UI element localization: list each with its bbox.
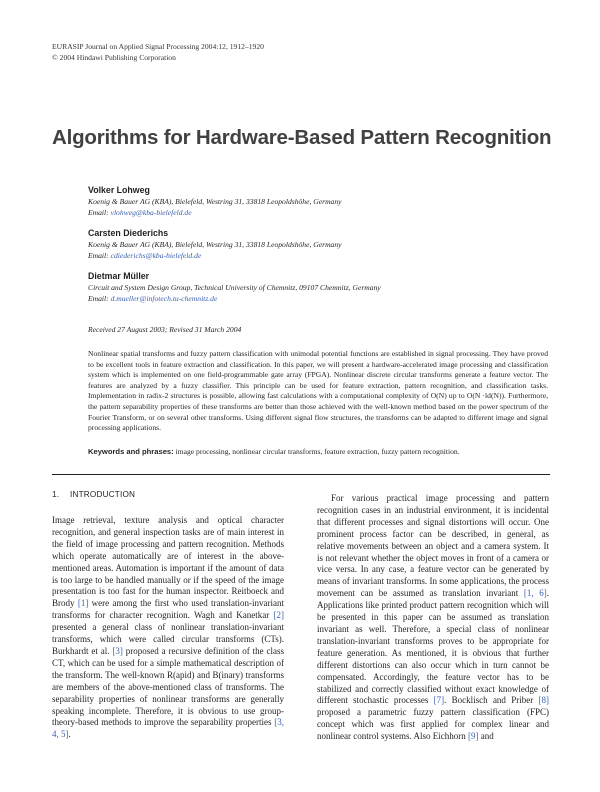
text-run: Image retrieval, texture analysis and optical character recognition, and general inspection tasks are of main interest in the field of image processing and pattern recognition. Methods which operate automatically are of interest in the above-mentioned areas. Automation is important if the amount of data is too large to be handled manually or if the speed of the image presentation is too fast for the human inspector. Reitboeck and Brody bbox=[52, 515, 284, 609]
section-number: 1. bbox=[52, 490, 60, 499]
text-run: proposed a recursive definition of the class CT, which can be used for a simple mathematical description of the transform. The well-known R(apid) and B(inary) transforms are members of the above-mentioned class of transforms. The separability properties of nonlinear transforms are generally speaking incomplete. Therefore, it is obvious to use group-theory-based methods to improve the separability properties bbox=[52, 645, 285, 728]
author-affiliation: Koenig & Bauer AG (KBA), Bielefeld, Westring 31, 33818 Leopoldshöhe, Germany bbox=[88, 240, 342, 249]
citation-link[interactable]: [3] bbox=[112, 645, 123, 656]
citation-link[interactable]: [9] bbox=[467, 731, 479, 742]
citation-link[interactable]: [3, 4, 5] bbox=[52, 717, 284, 740]
email-label: Email: bbox=[88, 207, 109, 217]
citation-link[interactable]: [7] bbox=[433, 695, 445, 706]
paper-title: Algorithms for Hardware-Based Pattern Recognition bbox=[52, 126, 552, 149]
citation-link[interactable]: [8] bbox=[538, 695, 549, 706]
author-name: Carsten Diederichs bbox=[88, 228, 169, 238]
keywords-label: Keywords and phrases: bbox=[88, 447, 174, 456]
text-run: . bbox=[68, 729, 71, 740]
email-link[interactable]: d.mueller@infotech.tu-chemnitz.de bbox=[110, 293, 218, 303]
citation-link[interactable]: [1, 6] bbox=[523, 588, 547, 599]
copyright-line: © 2004 Hindawi Publishing Corporation bbox=[52, 53, 176, 62]
journal-header bbox=[52, 41, 264, 63]
author-block bbox=[88, 270, 558, 304]
citation-link[interactable]: [2] bbox=[273, 610, 284, 621]
keywords-list: image processing, nonlinear circular transforms, feature extraction, fuzzy pattern recognition. bbox=[175, 447, 460, 456]
abstract: Nonlinear spatial transforms and fuzzy pattern classification with unimodal potential functions are established in signal processing. They have proved to be excellent tools in feature extraction and classification. In this paper, we will present a hardware-accelerated image processing and classification system which is implemented on one field-programmable gate array (FPGA). Nonlinear discrete circular transforms generate a feature vector. The features are analyzed by a fuzzy classifier. This principle can be used for feature extraction, pattern recognition, and classification tasks. Implementation in radix-2 structures is possible, allowing fast calculations with a computational complexity of O(N) up to O(N ·ld(N)). Furthermore, the pattern separability properties of these transforms are better than those achieved with the well-known method based on the power spectrum of the Fourier Transform, or on several other transforms. Using different signal flow structures, the transforms can be adapted to different image and signal processing applications. bbox=[88, 349, 548, 433]
keywords bbox=[88, 447, 548, 458]
section-heading bbox=[52, 490, 135, 499]
text-run: proposed a parametric fuzzy pattern classification (FPC) concept which was first applied for complex linear and nonlinear control systems. Also Eichhorn bbox=[317, 707, 549, 742]
author-affiliation: Koenig & Bauer AG (KBA), Bielefeld, Westring 31, 33818 Leopoldshöhe, Germany bbox=[88, 197, 342, 206]
body-column-left bbox=[52, 515, 284, 741]
email-label: Email: bbox=[88, 250, 109, 260]
text-run: and bbox=[478, 731, 494, 742]
text-run: For various practical image processing and pattern recognition cases in an industrial environment, it is incidental that different processes and signal distortions will occur. One prominent process factor can be described, in general, as relative movements between an object and a camera system. It is not relevant whether the object moves in front of a camera or vice versa. In any case, a feature vector can be generated by means of invariant transforms. In some applications, the process movement can be assumed as translation invariant bbox=[317, 493, 549, 599]
author-list bbox=[88, 184, 558, 313]
author-email-line bbox=[88, 251, 558, 262]
journal-line: EURASIP Journal on Applied Signal Processing 2004:12, 1912–1920 bbox=[52, 42, 264, 51]
text-run: presented a general class of nonlinear translation-invariant transforms, which were called circular transforms (CTs). Burkhardt et al. bbox=[52, 622, 284, 656]
citation-link[interactable]: [1] bbox=[77, 598, 89, 609]
text-run: were among the first who used translation-invariant transforms for character recognition. Wagh and Kanetkar bbox=[52, 598, 285, 621]
author-email-line bbox=[88, 208, 558, 219]
author-block bbox=[88, 184, 558, 218]
received-dates: Received 27 August 2003; Revised 31 March 2004 bbox=[88, 325, 242, 334]
text-run: . Bocklisch and Priber bbox=[444, 695, 539, 706]
author-email-line bbox=[88, 294, 558, 305]
section-divider bbox=[52, 474, 550, 475]
section-title: INTRODUCTION bbox=[70, 490, 136, 499]
paragraph bbox=[52, 515, 284, 741]
author-block bbox=[88, 227, 558, 261]
email-link[interactable]: cdiederichs@kba-bielefeld.de bbox=[110, 250, 202, 260]
paragraph bbox=[317, 493, 549, 743]
author-name: Dietmar Müller bbox=[88, 271, 150, 281]
author-affiliation: Circuit and System Design Group, Technical University of Chemnitz, 09107 Chemnitz, Germany bbox=[88, 283, 381, 292]
author-name: Volker Lohweg bbox=[88, 185, 150, 195]
email-label: Email: bbox=[88, 293, 109, 303]
email-link[interactable]: vlohweg@kba-bielefeld.de bbox=[110, 207, 192, 217]
body-column-right bbox=[317, 493, 549, 743]
text-run: . Applications like printed product pattern recognition which will be presented in this paper can be assumed as translation invariant as well. Therefore, a special class of nonlinear translation-invariant transforms proves to be appropriate for feature generation. As mentioned, it is obvious that further different distortions can also occur which in turn cannot be compensated. Accordingly, the feature vector has to be stabilized and correctly classified without exact knowledge of different stochastic processes bbox=[317, 588, 549, 706]
